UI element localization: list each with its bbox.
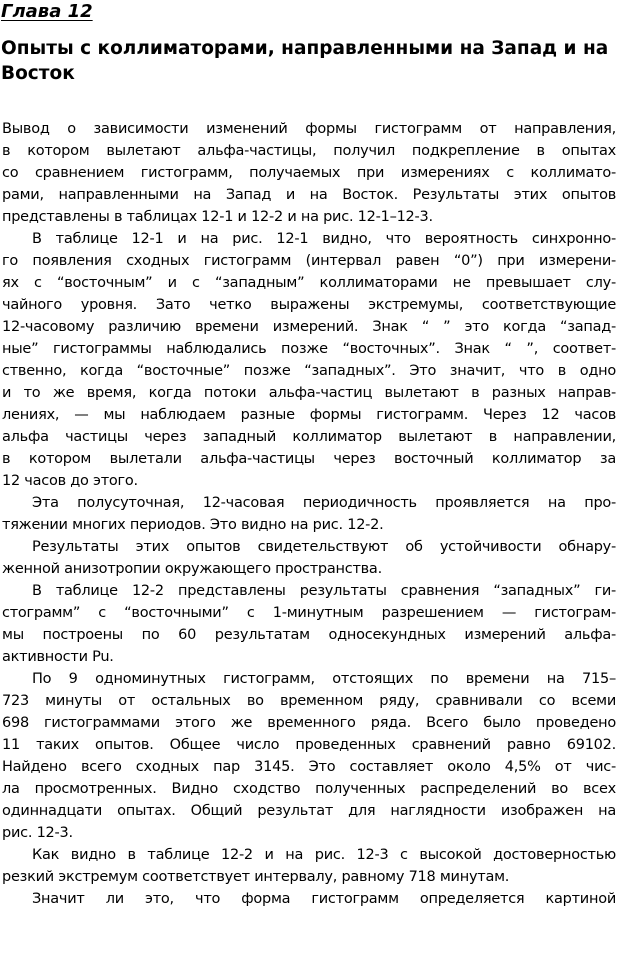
text-line: По 9 одноминутных гистограмм, отстоящих по времени на 715– <box>32 671 616 687</box>
text-line: Найдено всего сходных пар 3145. Это составляет около 4,5% от чис- <box>2 759 616 775</box>
text-line: 12 часов до этого. <box>2 473 138 489</box>
text-line: альфа частицы через западный коллиматор вылетают в направлении, <box>2 429 616 445</box>
text-line: мы построены по 60 результатам односекундных измерений альфа- <box>2 627 616 643</box>
text-line: лениях, — мы наблюдаем разные формы гистограмм. Через 12 часов <box>2 407 616 423</box>
text-line: со сравнением гистограмм, получаемых при измерениях с коллимато- <box>2 165 616 181</box>
text-line: 11 таких опытов. Общее число проведенных сравнений равно 69102. <box>2 737 616 753</box>
chapter-title: Опыты с коллиматорами, направленными на Запад и на Восток <box>1 38 609 84</box>
text-line: ственно, когда “восточные” позже “западных”. Это значит, что в одно <box>2 363 616 379</box>
text-line: женной анизотропии окружающего пространства. <box>2 561 382 577</box>
text-line: рис. 12-3. <box>2 825 73 841</box>
text-line: и то же время, когда потоки альфа-частиц вылетают в разных направ- <box>2 385 616 401</box>
text-line: рами, направленными на Запад и на Восток. Результаты этих опытов <box>2 187 616 203</box>
text-line: одиннадцати опытах. Общий результат для наглядности изображен на <box>2 803 616 819</box>
paragraph <box>2 668 616 844</box>
text-line: Как видно в таблице 12-2 и на рис. 12-3 с высокой достоверностью <box>32 847 616 863</box>
chapter-body <box>2 118 616 910</box>
text-line: В таблице 12-2 представлены результаты сравнения “западных” ги- <box>32 583 616 599</box>
text-line: чайного уровня. Зато четко выражены экстремумы, соответствующие <box>2 297 616 313</box>
text-line: В таблице 12-1 и на рис. 12-1 видно, что вероятность синхронно- <box>32 231 616 247</box>
paragraph <box>2 536 616 580</box>
text-line: Вывод о зависимости изменений формы гистограмм от направления, <box>2 121 616 137</box>
paragraph <box>2 492 616 536</box>
text-line: ла просмотренных. Видно сходство полученных распределений во всех <box>2 781 616 797</box>
text-line: Значит ли это, что форма гистограмм определяется картиной <box>32 891 616 907</box>
text-line: 698 гистограммами этого же временного ряда. Всего было проведено <box>2 715 616 731</box>
text-line: стограмм” с “восточными” с 1-минутным разрешением — гистограм- <box>2 605 616 621</box>
text-line: в котором вылетали альфа-частицы через восточный коллиматор за <box>2 451 616 467</box>
paragraph <box>2 118 616 228</box>
paragraph <box>2 580 616 668</box>
text-line: в котором вылетают альфа-частицы, получил подкрепление в опытах <box>2 143 616 159</box>
chapter-label: Глава 12 <box>1 1 93 22</box>
text-line: 723 минуты от остальных во временном ряду, сравнивали со всеми <box>2 693 616 709</box>
text-line: ях с “восточным” и с “западным” коллиматорами не превышает слу- <box>2 275 616 291</box>
text-line: представлены в таблицах 12-1 и 12-2 и на рис. 12-1–12-3. <box>2 209 433 225</box>
text-line: Результаты этих опытов свидетельствуют об устойчивости обнару- <box>32 539 616 555</box>
text-line: 12-часовому различию времени измерений. Знак “ ” это когда “запад- <box>2 319 616 335</box>
paragraph <box>2 228 616 492</box>
text-line: активности Pu. <box>2 649 114 665</box>
paragraph <box>2 888 616 910</box>
text-line: Эта полусуточная, 12-часовая периодичность проявляется на про- <box>32 495 616 511</box>
paragraph <box>2 844 616 888</box>
text-line: резкий экстремум соответствует интервалу, равному 718 минутам. <box>2 869 510 885</box>
text-line: ные” гистограммы наблюдались позже “восточных”. Знак “ ”, соответ- <box>2 341 616 357</box>
text-line: тяжении многих периодов. Это видно на рис. 12-2. <box>2 517 384 533</box>
text-line: го появления сходных гистограмм (интервал равен “0”) при измерени- <box>2 253 616 269</box>
